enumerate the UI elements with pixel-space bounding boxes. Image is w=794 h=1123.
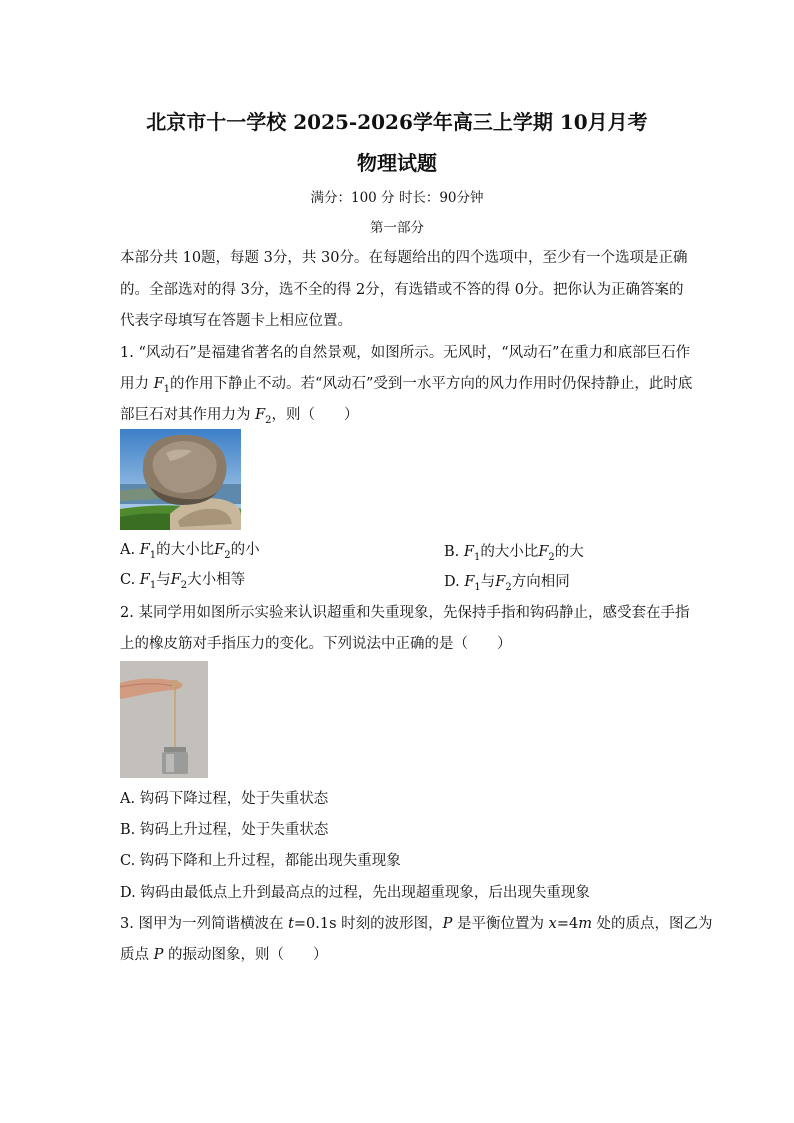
instructions-line-2: 的。全部选对的得 3分，选不全的得 2分，有选错或不答的得 0分。把你认为正确答案的 [120,282,684,298]
exam-title: 北京市十一学校 2025-2026学年高三上学期 10月月考 [146,110,648,134]
q2-line-1: 2. 某同学用如图所示实验来认识超重和失重现象，先保持手指和钩码静止，感受套在手指 [120,605,690,621]
q2-option-d: D. 钩码由最低点上升到最高点的过程，先出现超重现象，后出现失重现象 [120,885,590,901]
q1-option-b: B. $F_1$的大小比$F_2$的大 [444,544,584,563]
instructions-line-1: 本部分共 10题，每题 3分，共 30分。在每题给出的四个选项中，至少有一个选项是正确 [120,250,688,266]
q1-option-d: D. $F_1$与$F_2$方向相同 [444,574,570,593]
q2-line-2: 上的橡皮筋对手指压力的变化。下列说法中正确的是（ ） [120,636,512,652]
part-heading: 第一部分 [370,220,424,236]
q1-line-3: 部巨石对其作用力为 $F_2$，则（ ） [120,407,359,426]
q1-option-c: C. $F_1$与$F_2$大小相等 [120,572,246,591]
q2-option-c: C. 钩码下降和上升过程，都能出现失重现象 [120,853,401,869]
q2-option-a: A. 钩码下降过程，处于失重状态 [120,791,329,807]
exam-info: 满分：100 分 时长：90分钟 [310,190,484,206]
q3-line-1: 3. 图甲为一列简谐横波在 t=0.1s 时刻的波形图，P 是平衡位置为 x=4m 处的质点，图乙为 [120,916,713,932]
instructions-line-3: 代表字母填写在答题卡上相应位置。 [120,313,352,329]
q3-line-2: 质点 P 的振动图象，则（ ） [120,947,328,963]
q1-option-a: A. $F_1$的大小比$F_2$的小 [120,542,260,561]
exam-subject: 物理试题 [357,151,437,175]
finger-weight-photo [120,661,208,778]
q1-line-1: 1. “风动石”是福建省著名的自然景观，如图所示。无风时，“风动石”在重力和底部巨石作 [120,345,691,361]
rock-photo [120,429,241,530]
q2-option-b: B. 钩码上升过程，处于失重状态 [120,822,329,838]
q1-line-2: 用力 $F_1$的作用下静止不动。若“风动石”受到一水平方向的风力作用时仍保持静止，此时底 [120,376,693,395]
